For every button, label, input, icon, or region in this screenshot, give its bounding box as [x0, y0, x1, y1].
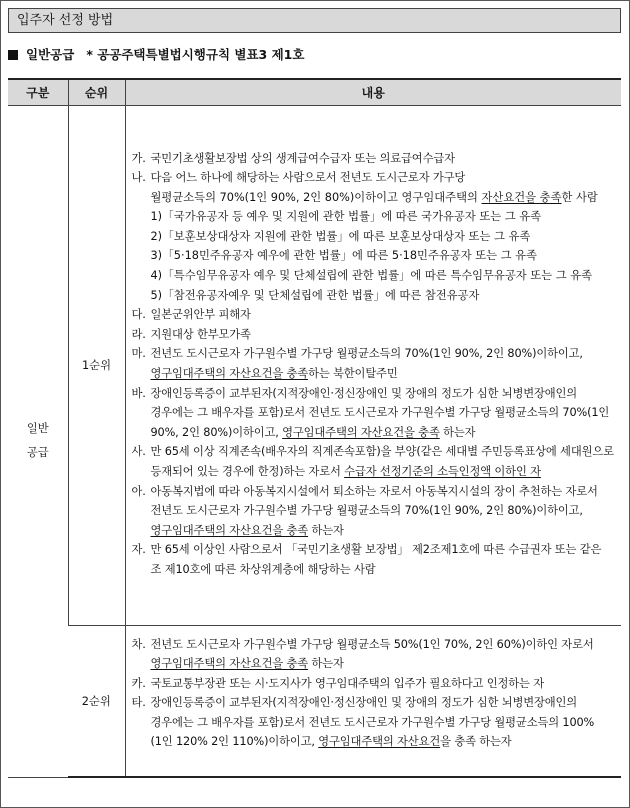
- list-item: [132, 149, 616, 169]
- item-marker: 3): [150, 249, 163, 263]
- rank2-content: [125, 625, 621, 777]
- list-item: [132, 188, 616, 208]
- selection-table: [8, 78, 621, 778]
- item-text: 월평균소득의 70%(1인 90%, 2인 80%)이하이고 영구임대주택의: [150, 190, 482, 204]
- item-underlined-text: 영구임대주택의 자산요건: [318, 735, 441, 749]
- item-marker: 카.: [131, 676, 146, 690]
- item-marker: 자.: [131, 543, 146, 557]
- rank1-content: [125, 105, 621, 625]
- category-label: 일반 공급: [26, 422, 49, 459]
- item-underlined-text: 영구임대주택의 자산요건을 충족: [282, 425, 440, 439]
- item-marker: 아.: [131, 484, 146, 498]
- list-item: [132, 305, 616, 325]
- item-text: 장애인등록증이 교부된자(지적장애인·정신장애인 및 장애의 정도가 심한 뇌병변장애인의 경우에는 그 배우자를 포함)로서 전년도 도시근로자 가구원수별 가구당 월평균소득의 70%(1인 90%, 2인 80%)이하이고,: [150, 386, 610, 439]
- item-text: 만 65세 이상 직계존속(배우자의 직계존속포함)을 부양(같은 세대별 주민등록표상에 세대원으로 등재되어 있는 경우에 한정)하는 자로서: [150, 445, 614, 478]
- table-row: [8, 105, 621, 625]
- rank2-cell: 2순위: [68, 625, 125, 777]
- section-note: * 공공주택특별법시행규칙 별표3 제1호: [86, 47, 305, 62]
- item-text: 「보훈보상대상자 지원에 관한 법률」에 따른 보훈보상대상자 또는 그 유족: [162, 229, 531, 243]
- list-item: [132, 344, 616, 383]
- list-item: [132, 482, 616, 541]
- item-marker: 차.: [131, 637, 146, 651]
- table-row: [8, 625, 621, 777]
- header-rank: 순위: [68, 79, 125, 105]
- list-item: [132, 246, 616, 266]
- list-item: [132, 325, 616, 345]
- item-marker: 2): [150, 229, 163, 243]
- list-item: [132, 207, 616, 227]
- list-item: [132, 384, 616, 443]
- item-text: 「5·18민주유공자 예우에 관한 법률」에 따른 5·18민주유공자 또는 그 유족: [162, 249, 537, 263]
- item-underlined-text: 영구임대주택의 자산요건을 충족: [150, 367, 309, 381]
- item-marker: 1): [150, 210, 163, 224]
- item-marker: 가.: [131, 151, 146, 165]
- page-title: 입주자 선정 방법: [8, 8, 621, 33]
- item-text: 하는자: [439, 425, 476, 439]
- list-item: [132, 168, 616, 188]
- item-text: 일본군위안부 피해자: [150, 308, 251, 322]
- list-item: [132, 693, 616, 752]
- item-marker: 타.: [131, 696, 146, 710]
- item-text: 아동복지법에 따라 아동복지시설에서 퇴소하는 자로서 아동복지시설의 장이 추천하는 자로서 전년도 도시근로자 가구원수별 가구당 월평균소득의 70%(1인 90%, 2인 80%)이하이고,: [150, 484, 598, 518]
- rank1-cell: 1순위: [68, 105, 125, 625]
- item-text: 장애인등록증이 교부된자(지적장애인·정신장애인 및 장애의 정도가 심한 뇌병변장애인의 경우에는 그 배우자를 포함)로서 전년도 도시근로자 가구원수별 가구당 월평균소득의 100%(1인 120% 2인 110%)이하이고,: [150, 696, 595, 749]
- item-text: 만 65세 이상인 사람으로서 「국민기초생활 보장법」 제2조제1호에 따른 수급권자 또는 같은 조 제10호에 따른 차상위계층에 해당하는 사람: [150, 543, 602, 576]
- item-underlined-text: 영구임대주택의 자산요건을 충족: [150, 523, 309, 537]
- item-marker: 나.: [131, 171, 146, 185]
- list-item: [132, 540, 616, 579]
- item-text: 국토교통부장관 또는 시·도지사가 영구임대주택의 입주가 필요하다고 인정하는 자: [150, 676, 544, 690]
- item-text: 전년도 도시근로자 가구원수별 가구당 월평균소득의 70%(1인 90%, 2인 80%)이하이고,: [150, 347, 583, 361]
- section-heading: [8, 45, 621, 65]
- item-text: 「국가유공자 등 예우 및 지원에 관한 법률」에 따른 국가유공자 또는 그 유족: [162, 210, 542, 224]
- square-bullet-icon: [8, 50, 18, 60]
- list-item: [132, 286, 616, 306]
- list-item: [132, 635, 616, 674]
- list-item: [132, 227, 616, 247]
- item-text: 하는 북한이탈주민: [308, 367, 398, 381]
- item-underlined-text: 수급자 선정기준의 소득인정액 이하인 자: [344, 465, 541, 478]
- list-item: [132, 266, 616, 286]
- item-text: 「특수임무유공자 예우 및 단체설립에 관한 법률」에 따른 특수임무유공자 또는 그 유족: [162, 269, 593, 283]
- item-text: 다음 어느 하나에 해당하는 사람으로서 전년도 도시근로자 가구당: [150, 171, 466, 185]
- item-underlined-text: 영구임대주택의 자산요건을 충족: [150, 657, 309, 671]
- item-marker: 바.: [131, 386, 146, 400]
- list-item: [132, 674, 616, 694]
- item-marker: 5): [150, 288, 163, 302]
- item-marker: 마.: [131, 347, 146, 361]
- item-text: 지원대상 한부모가족: [150, 327, 251, 341]
- item-text: 을 충족 하는자: [440, 735, 512, 749]
- item-text: 「참전유공자예우 및 단체설립에 관한 법률」에 따른 참전유공자: [162, 288, 480, 302]
- item-text: 국민기초생활보장법 상의 생계급여수급자 또는 의료급여수급자: [150, 151, 455, 165]
- section-heading-text: 일반공급: [26, 47, 75, 62]
- list-item: [132, 442, 616, 481]
- item-text: 전년도 도시근로자 가구원수별 가구당 월평균소득 50%(1인 70%, 2인 60%)이하인 자로서: [150, 637, 594, 651]
- item-marker: 라.: [131, 327, 146, 341]
- item-text: 한 사람: [561, 190, 598, 204]
- header-category: 구분: [8, 79, 68, 105]
- item-marker: 다.: [131, 308, 146, 322]
- item-underlined-text: 자산요건을 충족: [481, 190, 562, 204]
- item-text: 하는자: [308, 657, 344, 671]
- item-marker: 4): [150, 269, 163, 283]
- category-cell: [8, 105, 68, 777]
- table-header-row: [8, 79, 621, 105]
- header-content: 내용: [125, 79, 621, 105]
- item-text: 하는자: [308, 523, 344, 537]
- item-marker: 사.: [131, 445, 146, 459]
